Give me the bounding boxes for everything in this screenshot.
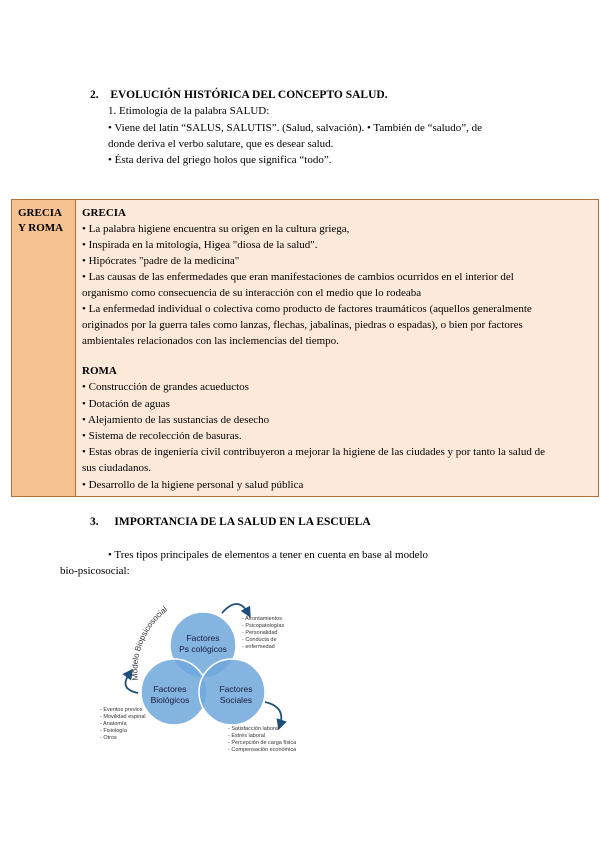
roma-line: • Desarrollo de la higiene personal y salud pública (82, 479, 304, 491)
arc-label-text: Modelo Biopsicosocial (130, 604, 169, 681)
section-2-heading (90, 89, 388, 101)
table-left-column (12, 200, 76, 496)
psych-list-item: - Personalidad (242, 630, 278, 636)
grecia-title: GRECIA (82, 207, 127, 219)
psych-list (242, 616, 284, 650)
social-list-item: - Compensación económica (228, 747, 297, 753)
roma-title: ROMA (82, 365, 117, 377)
cycle-arrow-right (265, 702, 281, 725)
section-2-line: 1. Etimología de la palabra SALUD: (108, 105, 270, 117)
psych-list-item: - Conducta de (242, 637, 277, 643)
grecia-line: • Inspirada en la mitología, Higea "diosa de la salud". (82, 239, 318, 251)
grecia-line: • La enfermedad individual o colectiva como producto de factores traumáticos (aquellos generalmente (82, 303, 532, 315)
section-3-line: • Tres tipos principales de elementos a tener en cuenta en base al modelo (108, 549, 429, 561)
biopsychosocial-diagram (90, 585, 350, 760)
circle-social-label-1: Factores (219, 684, 253, 694)
section-3-title: IMPORTANCIA DE LA SALUD EN LA ESCUELA (114, 516, 371, 528)
bio-list-item: - Fisiología (100, 728, 127, 734)
circle-psych-label-1: Factores (186, 633, 220, 643)
grecia-line: • La palabra higiene encuentra su origen en la cultura griega, (82, 223, 350, 235)
roma-cell (76, 352, 598, 496)
section-3-heading (90, 516, 371, 528)
left-label-line: GRECIA (18, 207, 63, 219)
bio-list-item: - Eventos previos (100, 707, 143, 713)
cycle-arrow-top (222, 604, 248, 613)
social-list-item: - Estrés laboral (228, 733, 265, 739)
circle-social-label-2: Sociales (219, 695, 253, 705)
roma-line: • Sistema de recolección de basuras. (82, 430, 242, 442)
table-left-label (18, 206, 63, 236)
roma-line: • Alejamiento de las sustancias de desecho (82, 414, 270, 426)
circle-psych-label-2: Ps cológicos (179, 644, 227, 654)
bio-list-item: - Otros (100, 735, 117, 741)
grecia-line: • Hipócrates "padre de la medicina" (82, 255, 240, 267)
section-3-number: 3. (90, 516, 99, 528)
grecia-line: organismo como consecuencia de su interacción con el medio que lo rodeaba (82, 287, 422, 299)
section-2-line: donde deriva el verbo salutare, que es desear salud. (108, 138, 334, 150)
grecia-line: originados por la guerra tales como lanzas, flechas, jabalinas, piedras o espadas), o bien por factores (82, 319, 523, 331)
psych-list-item: - Afrontamientos (242, 616, 283, 622)
social-list-item: - Percepción de carga física (228, 740, 297, 746)
section-2-line: • Viene del latín “SALUS, SALUTIS”. (Salud, salvación). • También de “saludo”, de (108, 122, 482, 134)
roma-line: • Construcción de grandes acueductos (82, 381, 249, 393)
left-label-line: Y ROMA (18, 222, 64, 234)
grecia-line: • Las causas de las enfermedades que eran manifestaciones de cambios ocurridos en el interior del (82, 271, 514, 283)
psych-list-item: - Psicopatologías (242, 623, 285, 629)
grecia-line: ambientales relacionados con las inclemencias del tiempo. (82, 335, 339, 347)
grecia-cell (76, 200, 598, 352)
history-table (11, 199, 599, 497)
section-2-title: EVOLUCIÓN HISTÓRICA DEL CONCEPTO SALUD. (110, 89, 388, 101)
bio-list-item: - Anatomía (100, 721, 127, 727)
circle-bio-label-2: Biológicos (150, 695, 190, 705)
roma-line: • Dotación de aguas (82, 398, 170, 410)
social-list (228, 726, 297, 753)
section-3-line: bio-psicosocial: (60, 565, 130, 577)
social-list-item: - Satisfacción laboral (228, 726, 280, 732)
bio-list-item: - Movilidad espinal (100, 714, 146, 720)
roma-line: sus ciudadanos. (82, 462, 152, 474)
bio-list (100, 707, 146, 741)
section-2-number: 2. (90, 89, 99, 101)
roma-line: • Estas obras de ingeniería civil contribuyeron a mejorar la higiene de las ciudades y por tanto la salud de (82, 446, 545, 458)
section-2-line: • Ésta deriva del griego holos que significa “todo”. (108, 154, 332, 166)
circle-bio-label-1: Factores (153, 684, 187, 694)
psych-list-item: - enfermedad (242, 644, 275, 650)
